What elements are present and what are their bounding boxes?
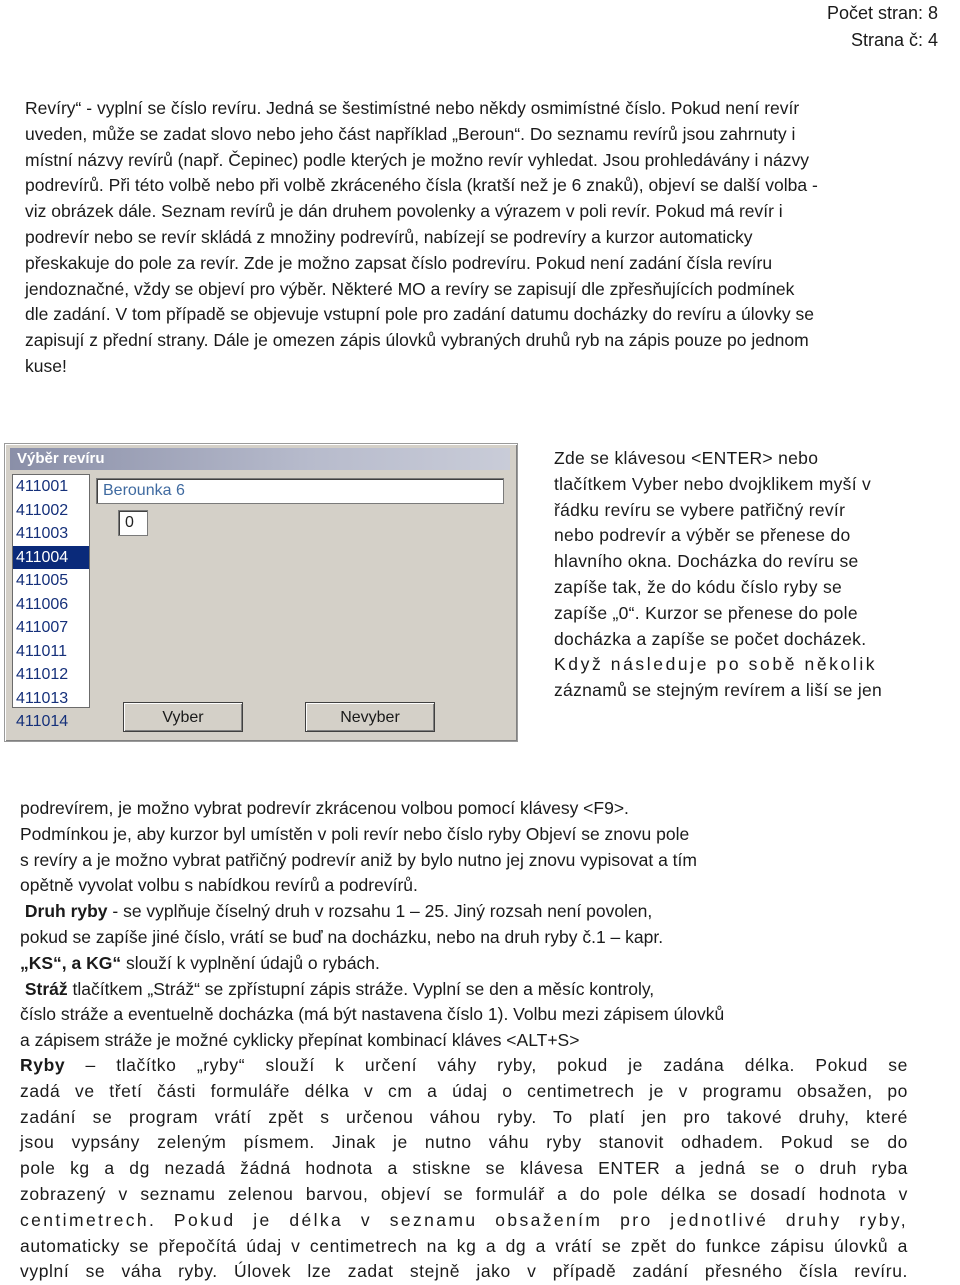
text-line: záznamů se stejným revírem a liší se jen — [554, 680, 883, 701]
ks-kg-label: „KS“, a KG“ — [20, 952, 122, 973]
text-line: s revíry a je možno vybrat patřičný podrevír aniž by bylo nutno jej znovu vypisovat a tím — [20, 849, 697, 870]
list-item-selected[interactable]: 411004 — [13, 546, 89, 570]
text-line: číslo stráže a eventuelně docházka (má být nastavena číslo 1). Volbu mezi zápisem úlovků — [20, 1004, 725, 1025]
page-header — [827, 0, 938, 54]
text-line: viz obrázek dále. Seznam revírů je dán druhem povolenky a výrazem v poli revír. Pokud má revír i — [25, 201, 783, 222]
ks-kg-line — [20, 951, 910, 977]
list-item[interactable]: 411014 — [16, 713, 69, 730]
druh-ryby-label: Druh ryby — [24, 901, 108, 922]
text-line: tlačítkem Vyber nebo dvojklikem myší v — [554, 473, 872, 494]
cancel-button[interactable]: Nevyber — [305, 702, 435, 732]
text-line: kuse! — [25, 355, 67, 376]
text-line: jendoznačné, vždy se objeví pro výběr. Některé MO a revíry se zapisují dle zpřesňujících podmínek — [25, 278, 795, 299]
text-line: vyplní se váha ryby. Úlovek lze zadat stejně jako v případě zadání přesného čísla revíru. — [20, 1261, 908, 1282]
text-line: zadání se program vrátí zpět s určenou váhou ryby. To platí jen pro takové druhy, které — [20, 1106, 908, 1127]
straz-label: Stráž — [24, 978, 68, 999]
ryby-paragraph — [20, 1053, 908, 1285]
text-line: zapíše „0“. Kurzor se přenese do pole — [554, 602, 858, 623]
list-item[interactable]: 411012 — [16, 666, 69, 683]
text-line: docházka a zapíše se počet docházek. — [554, 628, 867, 649]
text-line: Zde se klávesou <ENTER> nebo — [554, 448, 819, 468]
revir-name-field[interactable]: Berounka 6 — [96, 478, 504, 504]
select-button[interactable]: Vyber — [123, 702, 243, 732]
text-line: zobrazený v seznamu zelenou barvou, objeví se formulář a do pole délka se dosadí hodnota v — [20, 1183, 908, 1204]
page-count: Počet stran: 8 — [826, 3, 938, 23]
text-line: jsou vypsány zeleným písmem. Jinak je nutno váhu ryby stanovit odhadem. Pokud se do — [20, 1132, 908, 1153]
text-line: zadá ve třetí části formuláře délka v cm a údaj o centimetrech je v programu obsažen, po — [20, 1080, 908, 1101]
text-line: uveden, může se zadat slovo nebo jeho část například „Beroun“. Do seznamu revírů jsou zahrnuty i — [25, 123, 796, 144]
text-line: podrevír nebo se revír skládá z množiny podrevírů, nabízejí se podrevíry a kurzor automaticky — [25, 226, 753, 247]
druh-ryby-text: - se vyplňuje číselný druh v rozsahu 1 – 25. Jiný rozsah není povolen, — [107, 901, 653, 922]
text-line: Podmínkou je, aby kurzor byl umístěn v poli revír nebo číslo ryby Objeví se znovu pole — [20, 823, 690, 844]
text-line: centimetrech. Pokud je délka v seznamu obsažením pro jednotlivé druhy ryby, — [20, 1209, 908, 1230]
text-line: pole kg a dg nezadá žádná hodnota a stiskne se klávesa ENTER a jedná se o druh ryba — [20, 1158, 908, 1179]
text-line: nebo podrevír a výběr se přenese do — [554, 525, 851, 546]
podrevir-number-field[interactable]: 0 — [118, 510, 148, 536]
text-line: přeskakuje do pole za revír. Zde je možno zapsat číslo podrevíru. Pokud není zadání čísla revíru — [25, 252, 773, 273]
list-item[interactable]: 411003 — [16, 525, 69, 542]
text-line: Revíry“ - vyplní se číslo revíru. Jedná se šestimístné nebo někdy osmimístné číslo. Pokud není revír — [25, 98, 800, 118]
list-item[interactable]: 411001 — [16, 478, 69, 495]
text-line: podrevírem, je možno vybrat podrevír zkrácenou volbou pomocí klávesy <F9>. — [20, 798, 629, 818]
text-line: podrevírů. Při této volbě nebo při volbě zkráceného čísla (kratší než je 6 znaků), objeví se další volba - — [25, 175, 818, 196]
text-line: opětně vyvolat volbu s nabídkou revírů a podrevírů. — [20, 875, 418, 896]
list-item[interactable]: 411011 — [16, 642, 68, 660]
list-item[interactable]: 411005 — [16, 572, 69, 589]
list-item[interactable]: 411013 — [16, 689, 69, 707]
list-item[interactable]: 411006 — [16, 595, 69, 613]
text-line: a zápisem stráže je možné cyklicky přepínat kombinací kláves <ALT+S> — [20, 1030, 580, 1051]
druh-ryby-line — [20, 899, 910, 925]
text-line: zapisují z přední strany. Dále je omezen zápis úlovků vybraných druhů ryb na zápis pouze po jednom — [25, 330, 809, 351]
text-line: řádku revíru se vybere patřičný revír — [554, 499, 846, 520]
text-line: hlavního okna. Docházka do revíru se — [554, 551, 859, 572]
revir-select-dialog — [4, 443, 518, 742]
text-line: Když následuje po sobě několik — [554, 654, 878, 675]
dialog-title: Výběr revíru — [10, 448, 510, 470]
ryby-text: – tlačítko „ryby“ slouží k určení váhy ryby, pokud je zadána délka. Pokud se — [65, 1055, 908, 1075]
revir-list[interactable] — [12, 474, 90, 730]
body-paragraph — [20, 796, 910, 1054]
page-number: Strana č: 4 — [850, 30, 938, 50]
ryby-line — [20, 1053, 908, 1079]
ryby-label: Ryby — [20, 1055, 66, 1075]
ks-kg-text: slouží k vyplnění údajů o rybách. — [121, 952, 380, 973]
straz-line — [20, 977, 910, 1003]
text-line: zapíše tak, že do kódu číslo ryby se — [554, 576, 843, 597]
intro-paragraph — [25, 96, 905, 380]
text-line: pokud se zapíše jiné číslo, vrátí se buď na docházku, nebo na druh ryby č.1 – kapr. — [20, 926, 664, 947]
text-line: automaticky se přepočítá údaj v centimetrech na kg a dg a vrátí se zpět do funkce zápisu úlovků a — [20, 1235, 908, 1256]
side-paragraph — [554, 446, 899, 704]
list-item[interactable]: 411002 — [16, 501, 69, 519]
text-line: místní názvy revírů (např. Čepinec) podle kterých je možno revír vyhledat. Jsou prohledávány i názvy — [25, 149, 809, 170]
text-line: dle zadání. V tom případě se objevuje vstupní pole pro zadání datumu docházky do revíru a úlovky se — [25, 304, 814, 325]
list-item[interactable]: 411007 — [16, 619, 69, 636]
straz-text: tlačítkem „Stráž“ se zpřístupní zápis stráže. Vyplní se den a měsíc kontroly, — [67, 978, 655, 999]
